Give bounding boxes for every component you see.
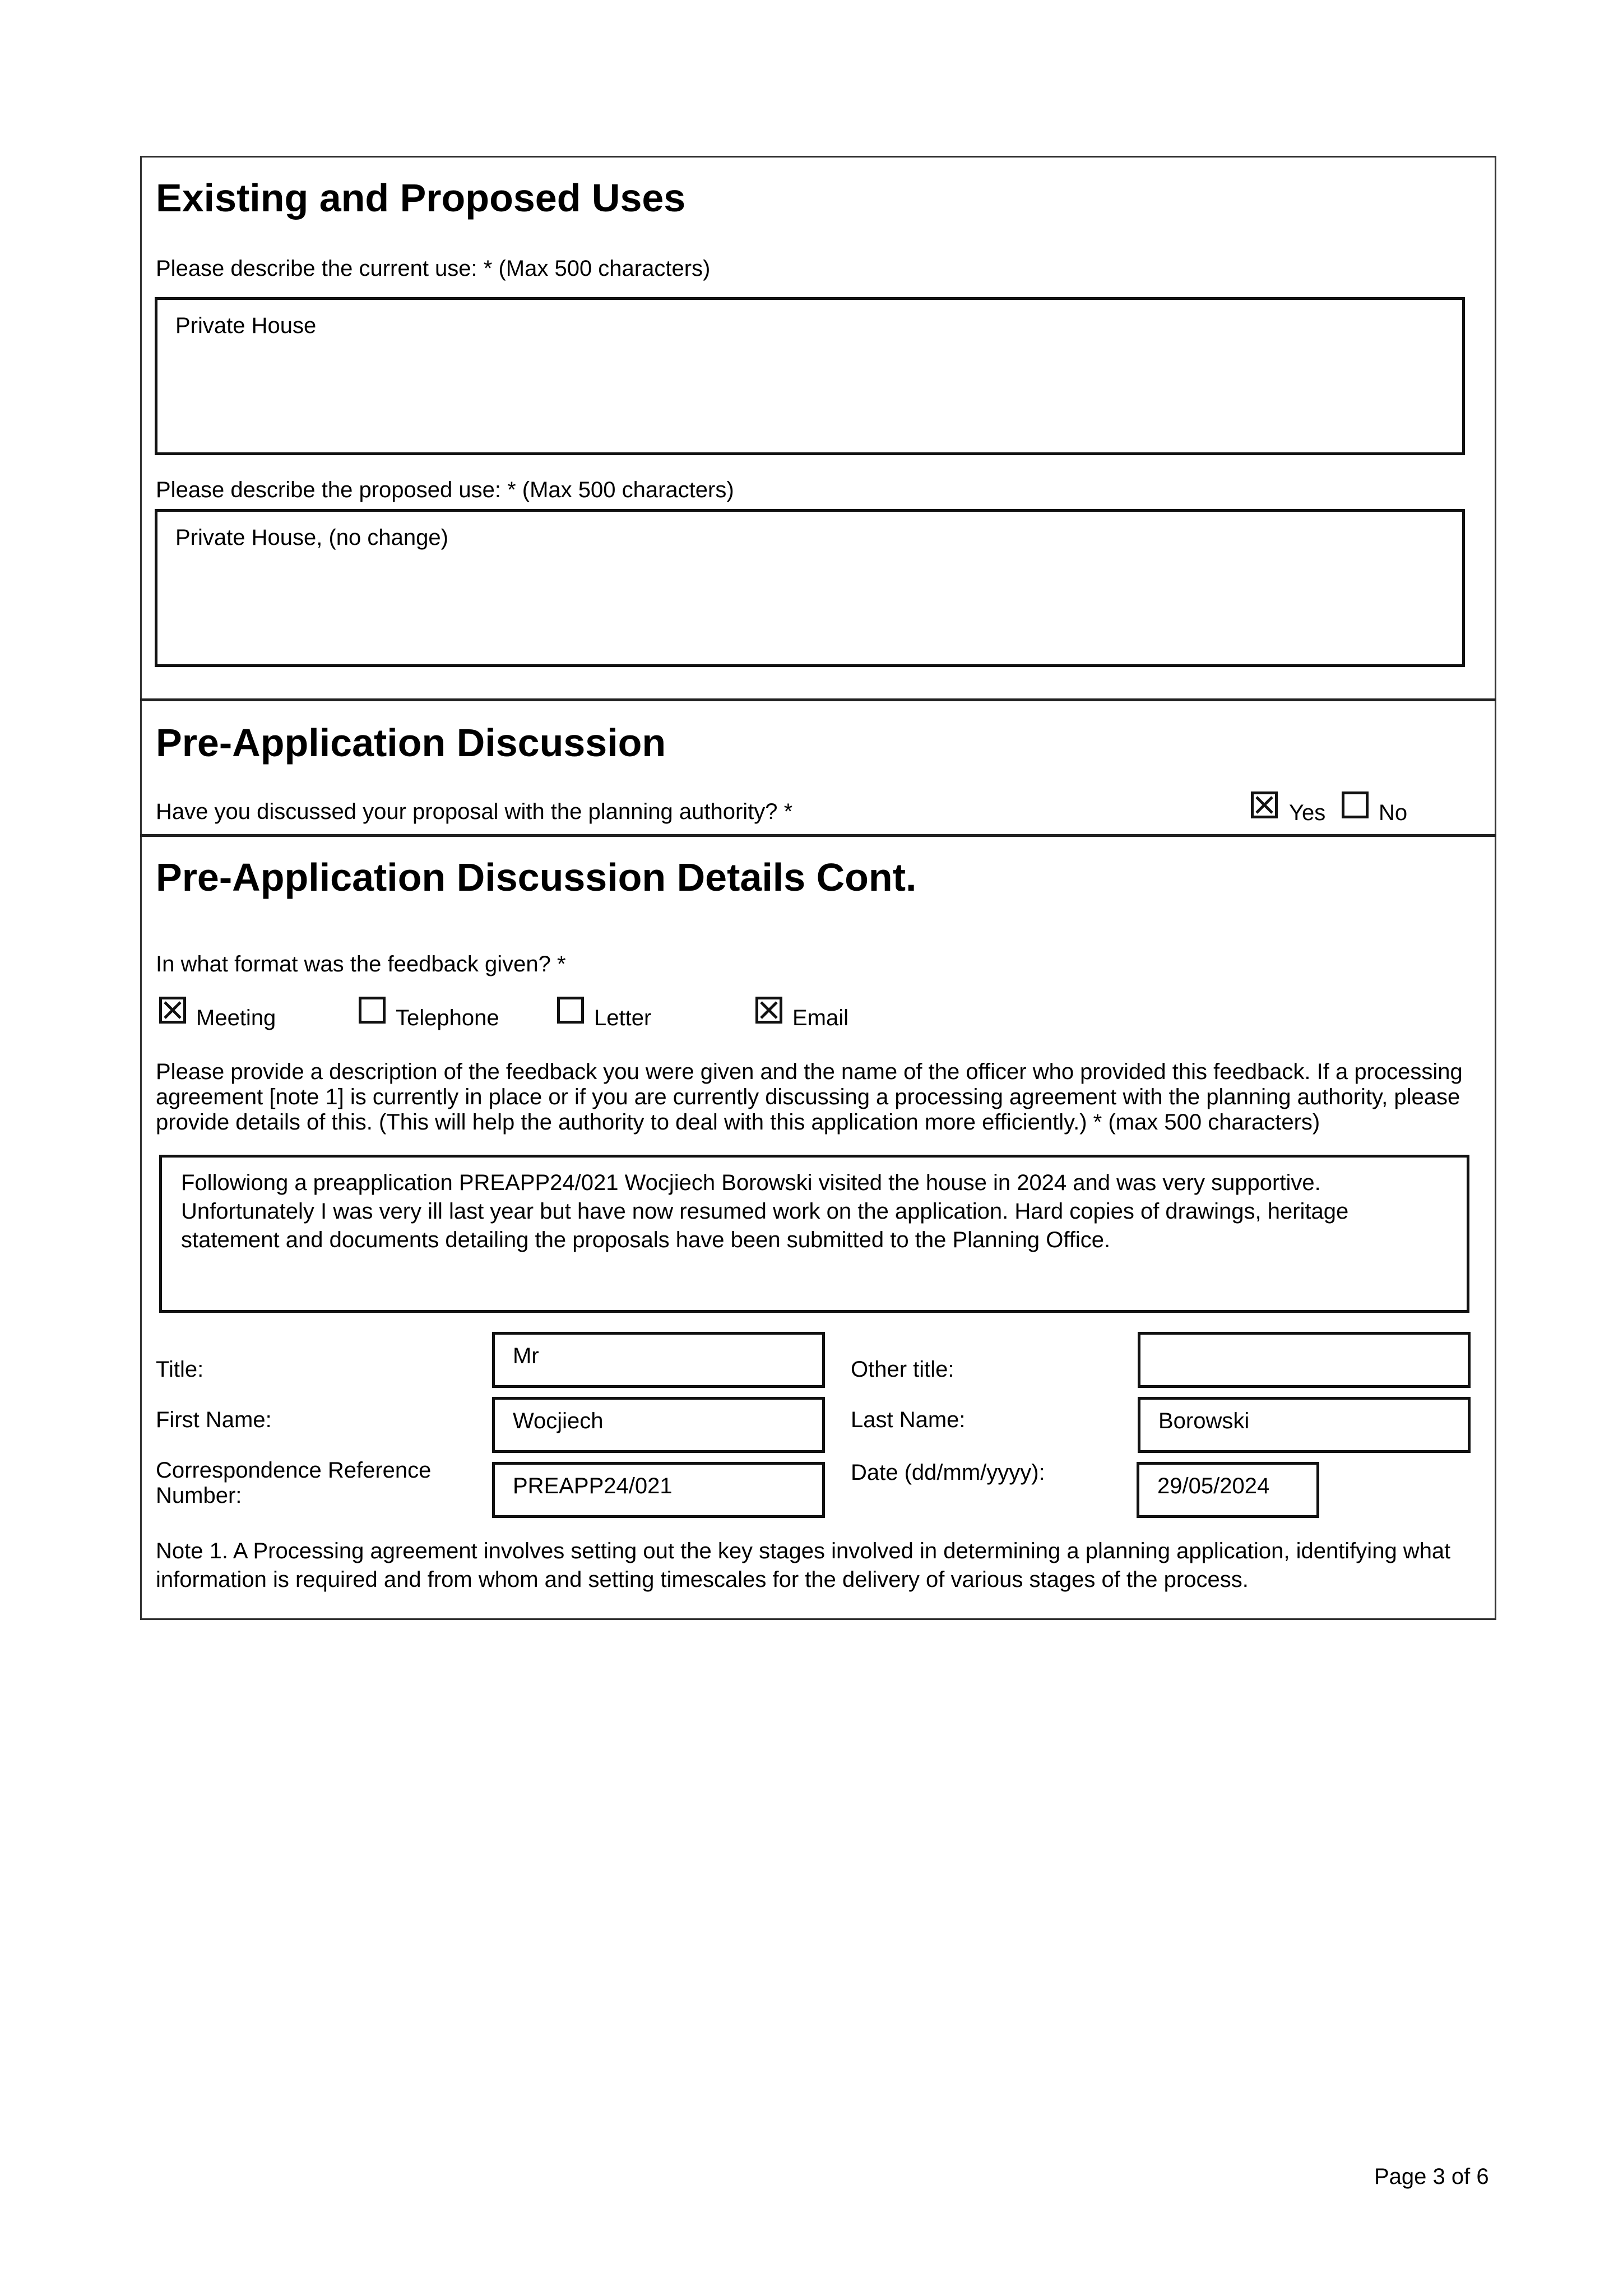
- date-label: Date (dd/mm/yyyy):: [851, 1460, 1045, 1485]
- yes-label: Yes: [1289, 800, 1326, 825]
- other-title-label: Other title:: [851, 1357, 954, 1382]
- email-checkbox[interactable]: [755, 997, 782, 1024]
- check-x-icon: [1254, 794, 1275, 816]
- proposed-use-value: Private House, (no change): [175, 525, 448, 550]
- letter-label: Letter: [594, 1006, 652, 1030]
- pre-app-question: Have you discussed your proposal with the planning authority? *: [156, 799, 793, 824]
- telephone-checkbox[interactable]: [359, 997, 386, 1024]
- yes-checkbox[interactable]: [1251, 791, 1278, 818]
- last-name-value: Borowski: [1158, 1409, 1250, 1433]
- meeting-checkbox[interactable]: [159, 997, 186, 1024]
- corr-ref-label: Correspondence Reference Number:: [156, 1458, 432, 1508]
- check-x-icon: [162, 999, 183, 1021]
- title-label: Title:: [156, 1357, 204, 1382]
- format-question: In what format was the feedback given? *: [156, 952, 566, 976]
- title-field[interactable]: [492, 1332, 825, 1388]
- details-heading: Pre-Application Discussion Details Cont.: [156, 855, 917, 899]
- check-x-icon: [758, 999, 780, 1021]
- no-checkbox[interactable]: [1342, 791, 1369, 818]
- telephone-label: Telephone: [396, 1006, 499, 1030]
- letter-checkbox[interactable]: [557, 997, 584, 1024]
- meeting-label: Meeting: [196, 1006, 276, 1030]
- title-value: Mr: [513, 1344, 539, 1368]
- last-name-label: Last Name:: [851, 1408, 966, 1432]
- feedback-description-field[interactable]: [159, 1155, 1469, 1313]
- uses-heading: Existing and Proposed Uses: [156, 176, 686, 220]
- proposed-use-field[interactable]: [155, 509, 1465, 667]
- current-use-label: Please describe the current use: * (Max 500 characters): [156, 256, 711, 281]
- corr-ref-field[interactable]: [492, 1462, 825, 1518]
- section-divider: [140, 834, 1496, 837]
- current-use-value: Private House: [175, 313, 317, 338]
- processing-agreement-note: Note 1. A Processing agreement involves setting out the key stages involved in determining a planning application, identifying what information is required and from whom and setting timescales for the delivery of various stages of the process.: [156, 1539, 1451, 1592]
- description-prompt: Please provide a description of the feedback you were given and the name of the officer who provided this feedback. If a processing agreement [note 1] is currently in place or if you are currently discussing a processing agreement with the planning authority, please provide details of this. (This will help the authority to deal with this application more efficiently.) * (max 500 characters): [156, 1059, 1463, 1135]
- first-name-field[interactable]: [492, 1397, 825, 1453]
- email-label: Email: [792, 1006, 849, 1030]
- corr-ref-value: PREAPP24/021: [513, 1474, 673, 1498]
- pre-app-heading: Pre-Application Discussion: [156, 721, 666, 765]
- first-name-label: First Name:: [156, 1408, 272, 1432]
- date-value: 29/05/2024: [1157, 1474, 1270, 1498]
- last-name-field[interactable]: [1138, 1397, 1471, 1453]
- other-title-field[interactable]: [1138, 1332, 1471, 1388]
- feedback-description-value: Followiong a preapplication PREAPP24/021 Wocjiech Borowski visited the house in 2024 and was very supportive. Unfortunately I was very ill last year but have now resumed work on the application. Hard copies of drawings, heritage statement and documents detailing the proposals have been submitted to the Planning Office.: [181, 1170, 1349, 1252]
- no-label: No: [1379, 800, 1408, 825]
- section-divider: [140, 698, 1496, 701]
- proposed-use-label: Please describe the proposed use: * (Max 500 characters): [156, 478, 734, 502]
- current-use-field[interactable]: [155, 297, 1465, 455]
- page-number: Page 3 of 6: [1374, 2164, 1489, 2189]
- first-name-value: Wocjiech: [513, 1409, 604, 1433]
- date-field[interactable]: [1137, 1462, 1319, 1518]
